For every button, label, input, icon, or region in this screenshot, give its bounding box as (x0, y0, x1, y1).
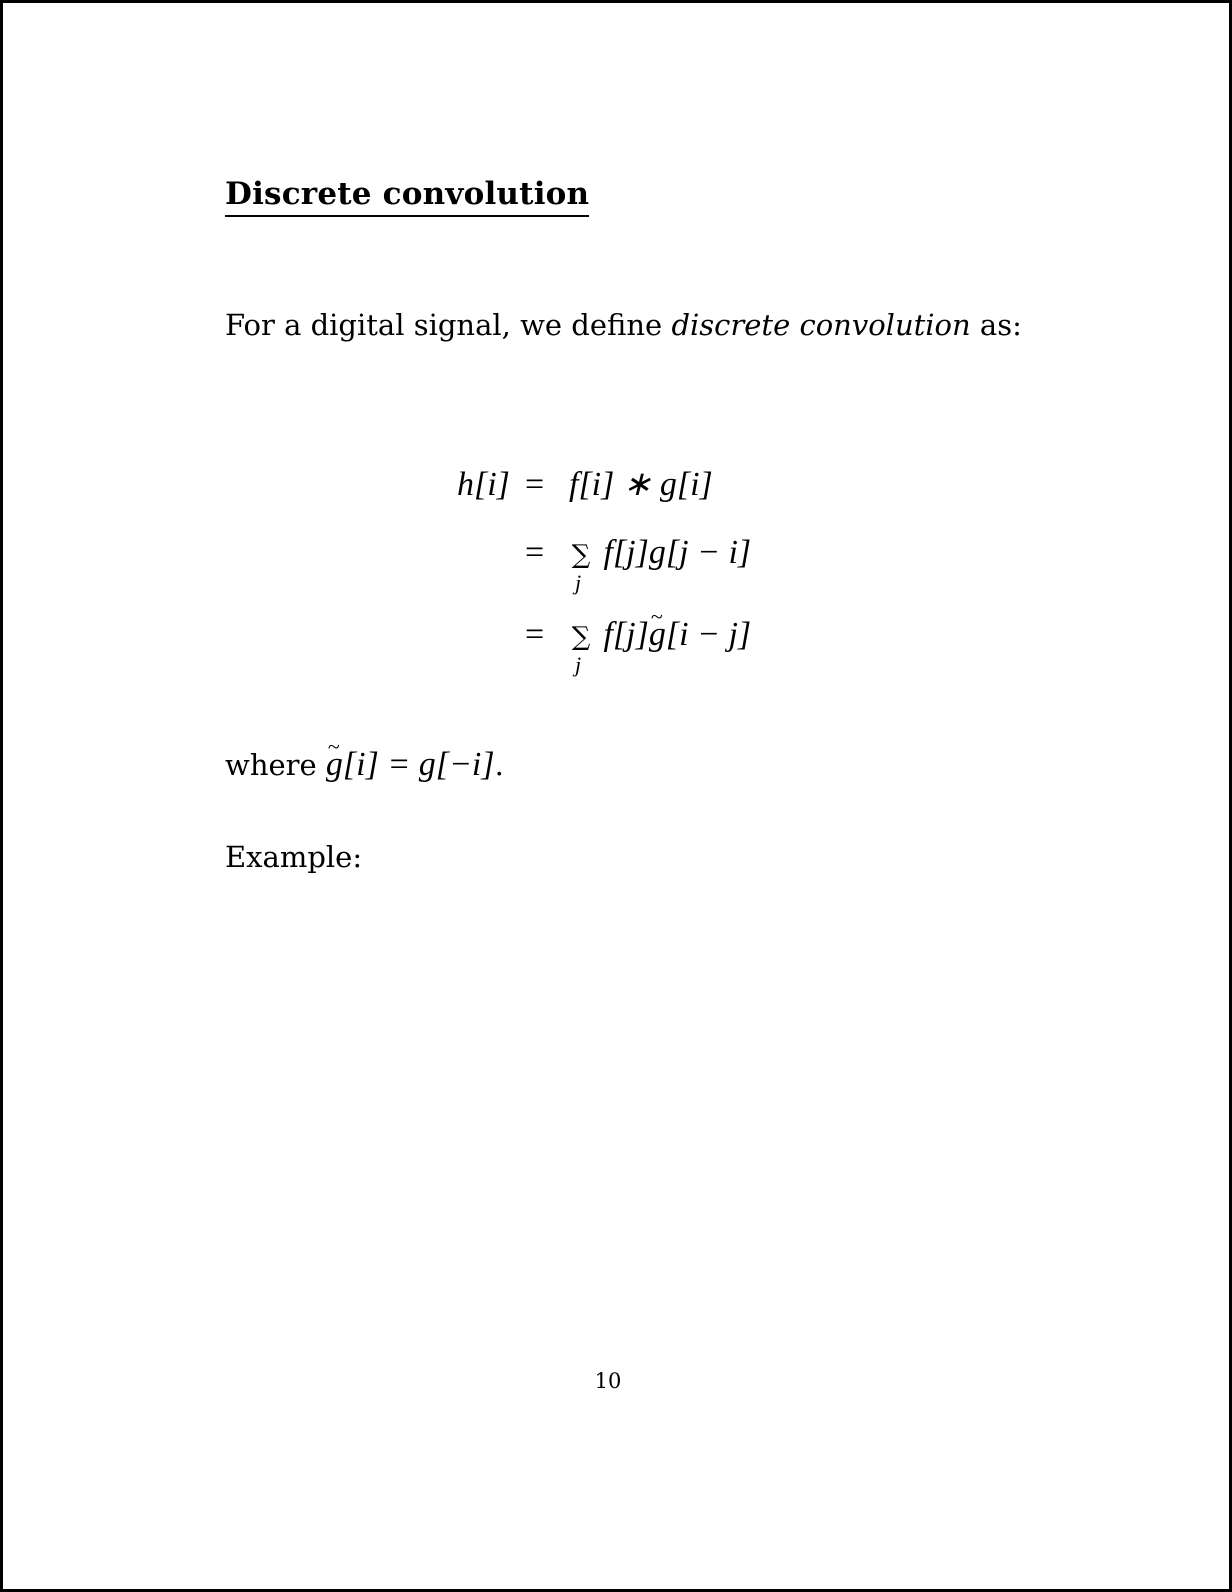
equation-line1-rhs (569, 465, 713, 505)
equation-line2-rhs (567, 533, 752, 595)
summation-symbol: ∑ (571, 622, 591, 652)
example-label: Example: (225, 840, 363, 874)
where-paragraph (225, 747, 504, 783)
summation (567, 615, 595, 677)
equation-lhs-text: h[i] (457, 466, 510, 503)
summation-index: j (575, 652, 582, 677)
intro-text-after: as: (970, 308, 1022, 342)
summation (567, 533, 595, 595)
equation-lhs (457, 465, 510, 505)
page-number: 10 (594, 1369, 622, 1393)
intro-emphasis: discrete convolution (671, 308, 971, 342)
equals-sign: = (525, 534, 545, 571)
equation-line2-equals (525, 533, 544, 573)
summation-symbol: ∑ (571, 540, 591, 570)
equation-line1-equals (525, 465, 544, 505)
equation-line2-rhs-text: f[j]g[j − i] (603, 534, 752, 571)
equation-line1-rhs-text: f[i] ∗ g[i] (569, 466, 713, 503)
summation-index: j (575, 570, 582, 595)
equation-line3-rhs-args: [i − j] (665, 616, 752, 653)
equation-line3-rhs-f: f[j] (603, 616, 649, 653)
where-expression: [i] = g[−i] (342, 746, 495, 783)
equals-sign: = (525, 466, 545, 503)
equation-line3-rhs-gtilde: ~ g (649, 615, 666, 655)
where-prefix: where (225, 748, 326, 782)
where-suffix: . (494, 748, 504, 782)
equation-line3-equals (525, 615, 544, 655)
intro-paragraph (225, 307, 1022, 343)
equals-sign: = (525, 616, 545, 653)
section-title: Discrete convolution (225, 175, 589, 217)
intro-text-before: For a digital signal, we define (225, 308, 672, 342)
where-gtilde: ~ g (326, 747, 343, 783)
equation-line3-rhs (567, 615, 752, 677)
